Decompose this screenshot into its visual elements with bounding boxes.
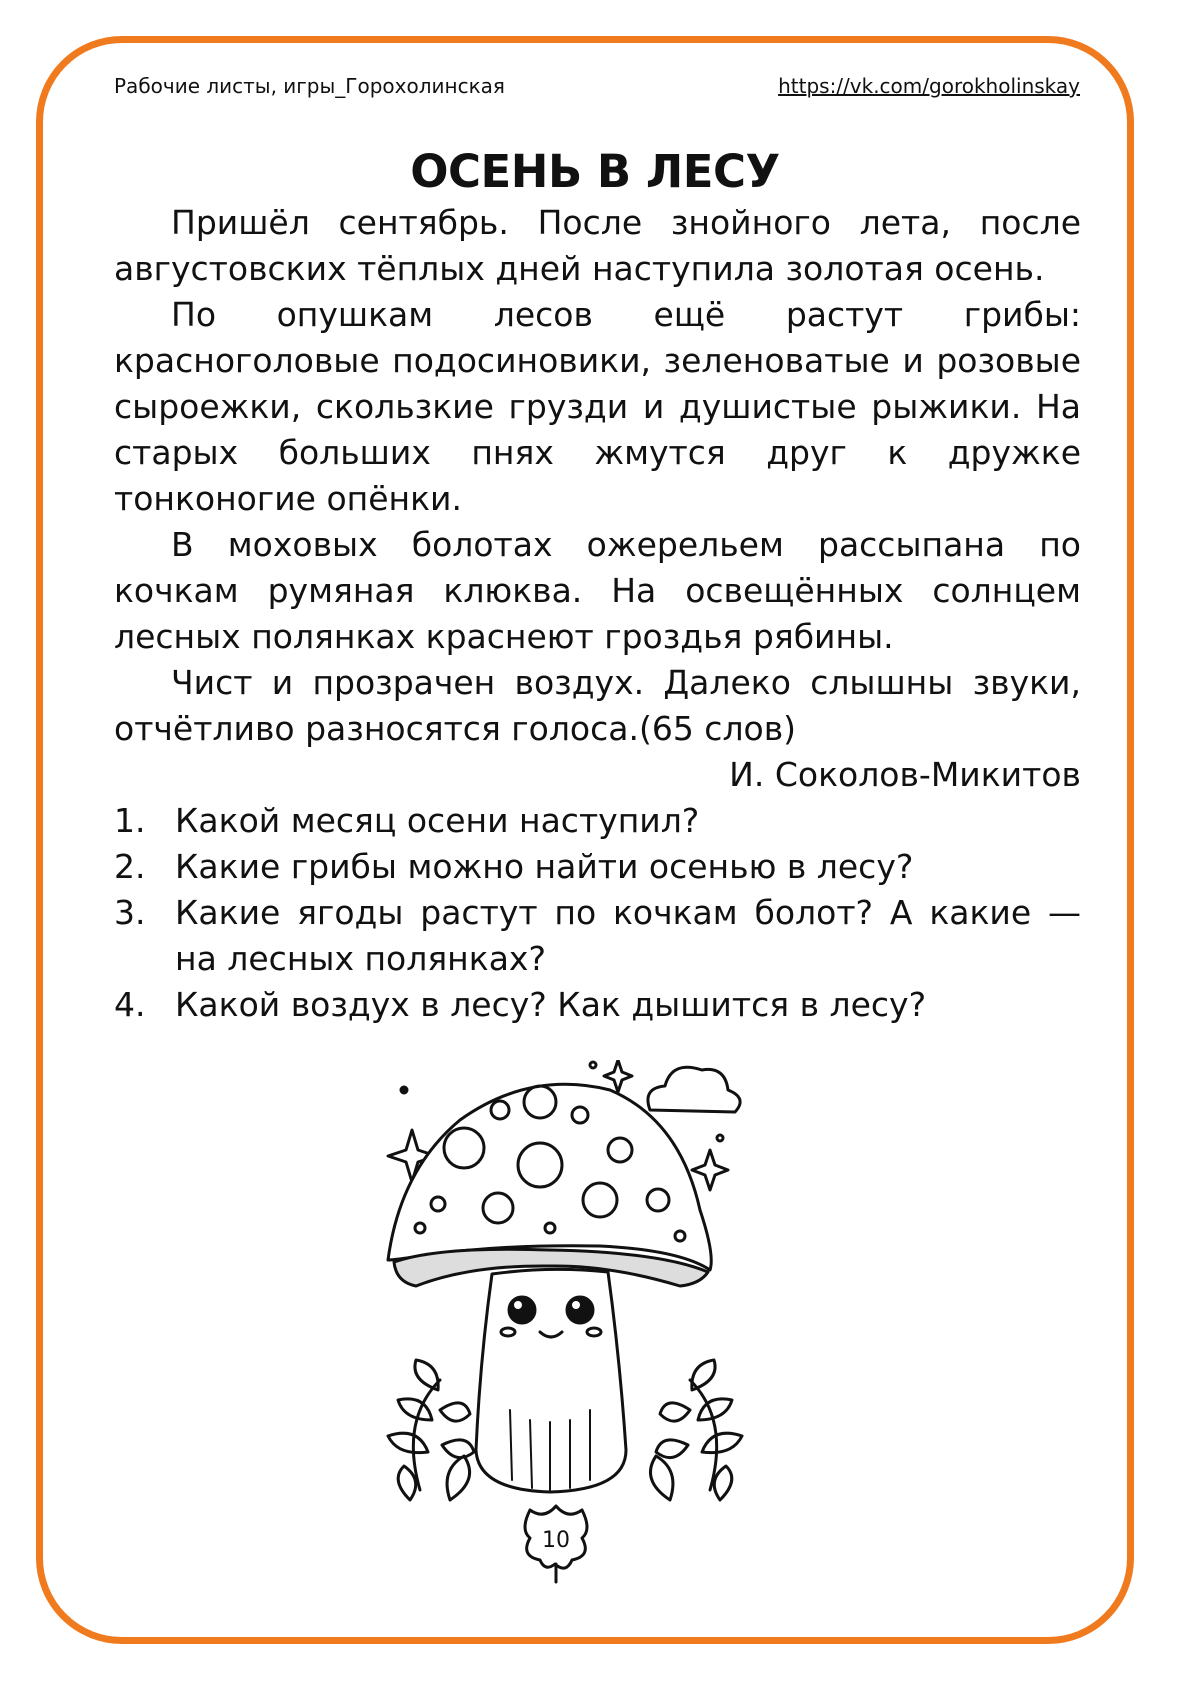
paragraph: Пришёл сентябрь. После знойного лета, после августовских тёплых дней наступила золотая осень.	[114, 203, 1081, 288]
cloud-icon	[648, 1067, 740, 1112]
leaves-right	[650, 1360, 742, 1500]
mushroom-cap	[388, 1084, 711, 1270]
page-title: ОСЕНЬ В ЛЕСУ	[410, 145, 780, 198]
leaves-left	[388, 1360, 474, 1500]
question-number: 4.	[114, 985, 146, 1024]
question-item	[114, 844, 1081, 890]
header-author: Рабочие листы, игры_Горохолинская	[114, 74, 505, 98]
header-link[interactable]: https://vk.com/gorokholinskay	[778, 74, 1080, 98]
question-list	[114, 798, 1081, 1028]
question-item	[114, 798, 1081, 844]
question-item	[114, 890, 1081, 982]
sparkle-icon	[692, 1150, 728, 1190]
question-number: 1.	[114, 801, 146, 840]
question-number: 2.	[114, 847, 146, 886]
question-text: Какой воздух в лесу? Как дышится в лесу?	[175, 985, 927, 1024]
question-text: Какой месяц осени наступил?	[175, 801, 700, 840]
story-text	[114, 200, 1081, 1028]
page-header	[114, 74, 1080, 98]
paragraph: В моховых болотах ожерельем рассыпана по кочкам румяная клюква. На освещённых солнцем лесных полянках краснеют гроздья рябины.	[114, 525, 1081, 656]
sparkle-icon	[604, 1060, 632, 1092]
question-number: 3.	[114, 893, 146, 932]
mushroom-illustration	[380, 1060, 820, 1610]
paragraph: По опушкам лесов ещё растут грибы: красноголовые подосиновики, зеленоватые и розовые сыроежки, скользкие грузди и душистые рыжики. На старых больших пнях жмутся друг к дружке тонконогие опёнки.	[114, 295, 1081, 518]
author-name: И. Соколов-Микитов	[729, 755, 1081, 794]
paragraph: Чист и прозрачен воздух. Далеко слышны звуки, отчётливо разносятся голоса.(65 слов)	[114, 663, 1081, 748]
question-text: Какие ягоды растут по кочкам болот? А какие — на лесных полянках?	[175, 893, 1081, 978]
page-number: 10	[542, 1528, 570, 1553]
question-item	[114, 982, 1081, 1028]
question-text: Какие грибы можно найти осенью в лесу?	[175, 847, 914, 886]
